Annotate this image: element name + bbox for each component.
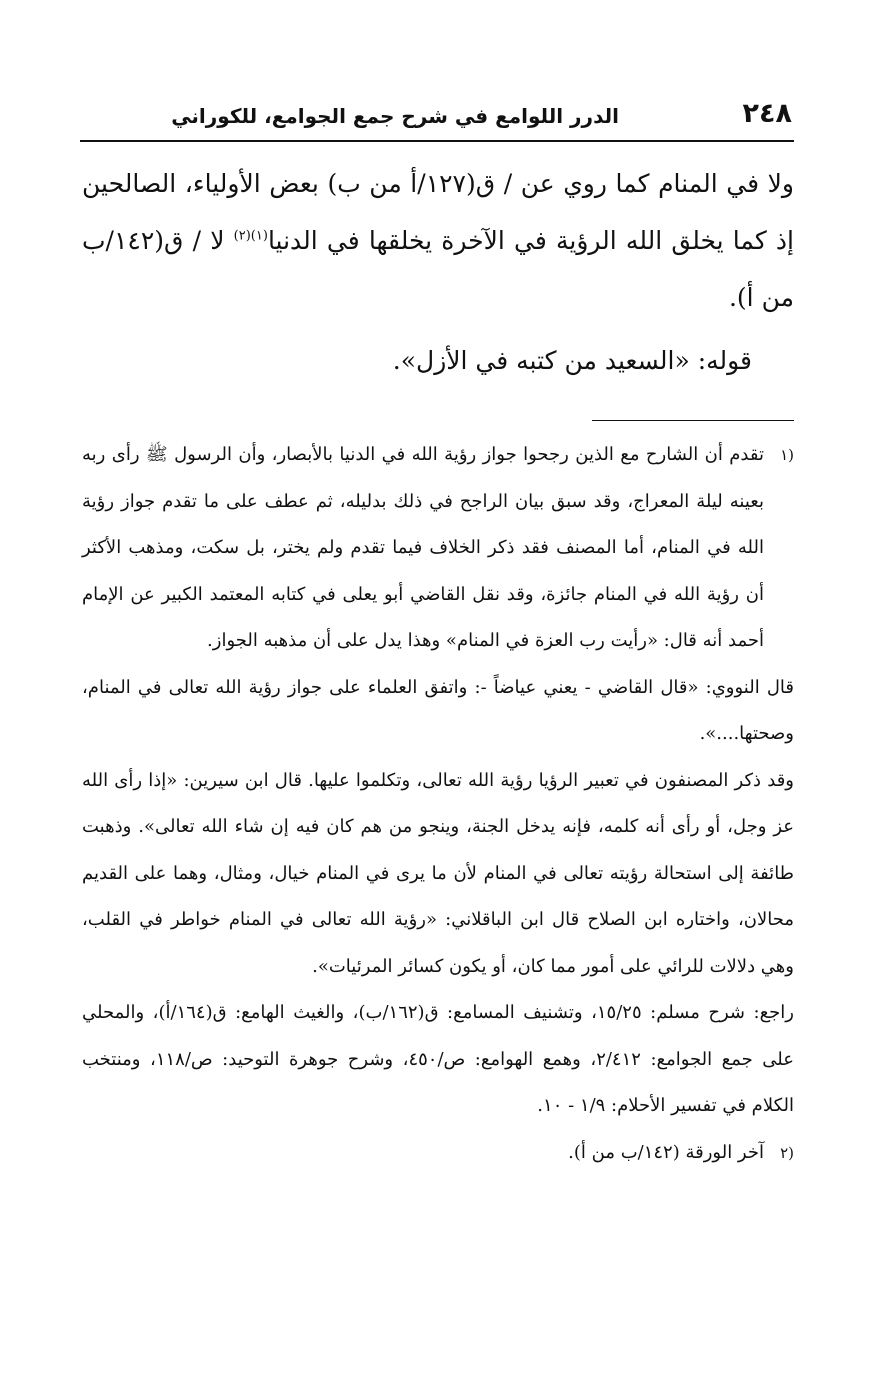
footnotes	[82, 432, 794, 1176]
page-number: ٢٤٨	[742, 98, 792, 129]
footnote-1-mark: (١	[780, 446, 794, 464]
main-quote: قوله: «السعيد من كتبه في الأزل».	[392, 346, 752, 375]
footnote-reference: (١)(٢)	[233, 228, 268, 244]
running-title: الدرر اللوامع في شرح جمع الجوامع، للكوراني	[171, 104, 619, 128]
main-paragraph-text: ولا في المنام كما روي عن / ق(١٢٧/أ من ب) بعض الأولياء، الصالحين إذ كما يخلق الله الرؤية في الآخرة يخلقها في الدنيا	[82, 169, 795, 255]
footnote-1-paragraph: قال النووي: «قال القاضي - يعني عياضاً -: واتفق العلماء على جواز رؤية الله تعالى في المنام، وصحتها....».	[82, 676, 794, 744]
footnote-1-paragraph: وقد ذكر المصنفون في تعبير الرؤيا رؤية الله تعالى، وتكلموا عليها. قال ابن سيرين: «إذا رأى الله عز وجل، أو رأى أنه كلمه، فإنه يدخل الجنة، وينجو من هم كان فيه إن شاء الله تعالى». وذهبت طائفة إلى استحالة رؤيته تعالى في المنام لأن ما يرى في المنام خيال، ومثال، وهما على القديم محالان، واختاره ابن الصلاح قال ابن الباقلاني: «رؤية الله تعالى في المنام خواطر في القلب، وهي دلالات للرائي على أمور مما كان، أو يكون كسائر المرئيات».	[82, 769, 794, 977]
footnote-1-paragraph: راجع: شرح مسلم: ١٥/٢٥، وتشنيف المسامع: ق(١٦٢/ب)، والغيث الهامع: ق(١٦٤/أ)، والمحلي على جمع الجوامع: ٢/٤١٢، وهمع الهوامع: ص/٤٥٠، وشرح جوهرة التوحيد: ص/١١٨، ومنتخب الكلام في تفسير الأحلام: ١/٩ - ١٠.	[82, 1002, 795, 1116]
page-header	[80, 98, 794, 142]
footnote-1	[82, 432, 794, 665]
main-text	[82, 155, 794, 389]
main-paragraph-tail: لا / ق(١٤٢/ب من أ).	[82, 226, 794, 312]
footnote-1-paragraph: تقدم أن الشارح مع الذين رجحوا جواز رؤية الله في الدنيا بالأبصار، وأن الرسول ﷺ رأى ربه بعينه ليلة المعراج، وقد سبق بيان الراجح في ذلك بدليله، ثم عطف على ما تقدم جواز رؤية الله في المنام، أما المصنف فقد ذكر الخلاف فيما تقدم ولم يختر، بل سكت، ومذهب الأكثر أن رؤية الله في المنام جائزة، وقد نقل القاضي أبو يعلى في كتابه المعتمد الكبير عن الإمام أحمد أنه قال: «رأيت رب العزة في المنام» وهذا يدل على أن مذهبه الجواز.	[82, 444, 764, 651]
main-paragraph	[82, 155, 794, 326]
footnote-2-mark: (٢	[780, 1143, 794, 1162]
footnote-2	[82, 1130, 794, 1177]
footnote-separator	[592, 420, 794, 421]
footnote-2-text: آخر الورقة (١٤٢/ب من أ).	[568, 1141, 764, 1163]
